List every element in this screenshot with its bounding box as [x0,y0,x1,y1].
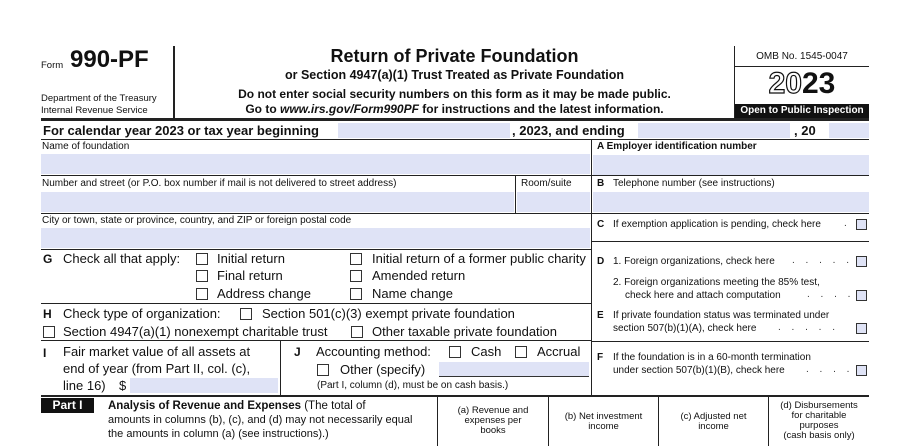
tax-year-outline: 20 [768,67,802,100]
other-method-label: Other (specify) [340,362,426,377]
rule [41,175,591,176]
address-change-checkbox[interactable] [196,288,208,300]
ssn-notice: Do not enter social security numbers on this form as it may be made public. [238,87,671,101]
tax-year-end-input[interactable] [638,123,790,138]
part1-top-rule [41,395,869,397]
col-a-header: (a) Revenue and expenses per books [457,405,529,436]
other-taxable-label: Other taxable private foundation [372,324,558,339]
h-letter: H [43,307,52,321]
tax-year-bold: 23 [802,67,836,100]
rule [41,340,591,341]
rule [592,241,869,242]
j-label: Accounting method: [316,344,431,359]
rule [592,175,869,176]
dept-line2: Internal Revenue Service [41,105,148,116]
501c3-label: Section 501(c)(3) exempt private foundation [262,306,515,321]
foreign-85-checkbox[interactable] [856,290,867,301]
form-subtitle: or Section 4947(a)(1) Trust Treated as Private Foundation [285,68,624,82]
h-label: Check type of organization: [63,306,221,321]
rule [41,303,591,304]
4947-trust-checkbox[interactable] [43,326,55,338]
name-label: Name of foundation [42,141,130,152]
c-letter: C [597,219,605,230]
col-b-header: (b) Net investment income [564,411,643,432]
rule [592,341,869,342]
phone-label: Telephone number (see instructions) [613,178,775,189]
terminated-a-checkbox[interactable] [856,323,867,334]
col-d-header: (d) Disbursements for charitable purposes (cash basis only) [780,400,858,441]
rule [41,213,591,214]
part1-title: Analysis of Revenue and Expenses [108,400,302,412]
tax-year [735,67,869,101]
cash-basis-note: (Part I, column (d), must be on cash basis.) [317,380,509,391]
accrual-label: Accrual [537,344,581,359]
amended-return-label: Amended return [372,268,466,283]
d-letter: D [597,256,605,267]
form-page: Form 990-PF Department of the Treasury Internal Revenue Service Return of Private Foundation or Section 4947(a)(1) Trust Treated as Private Foundation Do not enter social security numbers on this form as it may be made public. Go to www.irs.gov/Form990PF for instructions and the latest information. OMB No. 1545-0047 2023 Open to Public Inspection For calendar year 2023 or tax year beginning , 2023, and ending , 20 Name of foundation Number and street (or P.O. box number if mail is not delivered to street address) Room/suite City or town, state or province, country, and ZIP or foreign postal code A Employer identification number B Telephone number (see instructions) C If exemption application is pending, check here . D 1. Foreign organizations, check here . . . . . 2. Foreign organizations meeting the 85% test, check here and attach computation . . . . E If private foundation status was terminated under section 507(b)(1)(A), check here . . . . . F If the foundation is in a 60-month termination under section 507(b)(1)(B), check here . . . . G Check all that apply: Initial return Initial return of a former public charity Final return Amended return Address change Name change H Check type of organization: Section 501(c)(3) exempt private foundation Section 4947(a)(1) nonexempt charitable trust Other taxable private foundation I Fair market value of all assets at end of year (from Part II, col. (c), line 16) $ J Accounting method: Cash Accrual Other (specify) (Part I, column (d), must be on cash basis.) Part I Analysis of Revenue and Expenses (The total of amounts in columns (b), (c), and (d) may not necessarily equal the amounts in column (a) (see instructions).) (a) Revenue and expenses per books (b) Net investment income (c) Adjusted net income (d) Disbursements for charitable purposes (cash basis only) [0,0,909,446]
tax-year-begin-input[interactable] [338,123,510,138]
initial-return-checkbox[interactable] [196,253,208,265]
foreign-org-label: 1. Foreign organizations, check here [613,256,775,267]
rule [592,213,869,214]
termination-b-checkbox[interactable] [856,365,867,376]
terminated-a-label-2: section 507(b)(1)(A), check here [613,323,757,334]
terminated-a-label-1: If private foundation status was terminated under [613,310,830,321]
omb-number: OMB No. 1545-0047 [756,51,848,62]
rule [41,249,591,250]
column-divider [591,139,592,395]
exemption-pending-checkbox[interactable] [856,219,867,230]
name-change-label: Name change [372,286,453,301]
final-return-checkbox[interactable] [196,270,208,282]
address-change-label: Address change [217,286,311,301]
b-letter: B [597,178,605,189]
room-divider [515,176,516,213]
calendar-mid: , 2023, and ending [512,123,625,138]
form-number: 990-PF [70,46,149,73]
foreign-85-label-1: 2. Foreign organizations meeting the 85% test, [613,277,820,288]
room-label: Room/suite [521,178,572,189]
termination-b-label-2: under section 507(b)(1)(B), check here [613,365,785,376]
cash-label: Cash [471,344,502,359]
initial-return-former-charity-label: Initial return of a former public charity [372,251,586,266]
ein-label: A Employer identification number [597,141,757,152]
g-label: Check all that apply: [63,251,181,266]
tax-year-end-year-input[interactable] [829,123,869,138]
ij-divider [280,341,281,395]
part1-desc2: amounts in columns (b), (c), and (d) may not necessarily equal [108,414,413,426]
cash-checkbox[interactable] [449,346,461,358]
termination-b-label-1: If the foundation is in a 60-month termination [613,352,811,363]
f-letter: F [597,352,604,363]
phone-input[interactable] [593,192,869,212]
rule [41,139,869,140]
name-change-checkbox[interactable] [350,288,362,300]
i-line1: Fair market value of all assets at [63,344,251,359]
irs-link[interactable]: www.irs.gov/Form990PF [280,102,419,116]
i-letter: I [43,346,47,360]
j-letter: J [294,345,301,359]
header-bottom-rule [41,118,869,121]
room-suite-input[interactable] [517,192,590,212]
other-method-input[interactable] [439,362,589,376]
i-line3: line 16) [63,378,106,393]
foreign-org-checkbox[interactable] [856,256,867,267]
street-input[interactable] [41,192,514,212]
initial-return-label: Initial return [217,251,285,266]
calendar-label: For calendar year 2023 or tax year beginning [43,123,320,138]
foreign-85-label-2: check here and attach computation [625,290,781,301]
dept-line1: Department of the Treasury [41,93,157,104]
dollar-sign: $ [119,378,127,393]
exemption-pending-label: If exemption application is pending, check here [613,219,821,230]
501c3-checkbox[interactable] [240,308,252,320]
other-taxable-checkbox[interactable] [351,326,363,338]
street-label: Number and street (or P.O. box number if mail is not delivered to street address) [42,178,397,189]
other-method-checkbox[interactable] [317,364,329,376]
other-method-underline [439,376,589,377]
open-public-badge: Open to Public Inspection [735,104,869,118]
g-letter: G [43,252,53,266]
fair-market-value-input[interactable] [130,378,278,393]
4947-trust-label: Section 4947(a)(1) nonexempt charitable trust [63,324,328,339]
form-title: Return of Private Foundation [330,46,579,66]
city-label: City or town, state or province, country, and ZIP or foreign postal code [42,215,352,226]
e-letter: E [597,310,604,321]
final-return-label: Final return [217,268,283,283]
part1-badge: Part I [41,398,94,413]
foundation-name-input[interactable] [41,154,590,174]
calendar-end: , 20 [794,123,816,138]
amended-return-checkbox[interactable] [350,270,362,282]
accrual-checkbox[interactable] [515,346,527,358]
i-line2: end of year (from Part II, col. (c), [63,361,251,376]
form-prefix: Form [41,60,64,71]
ein-input[interactable] [593,155,869,175]
part1-desc3: the amounts in column (a) (see instructions).) [108,428,329,440]
col-c-header: (c) Adjusted net income [680,411,747,432]
instructions-notice: Go to www.irs.gov/Form990PF for instructions and the latest information. [245,102,664,116]
part1-title-line: Analysis of Revenue and Expenses (The total of [108,400,366,412]
initial-return-former-charity-checkbox[interactable] [350,253,362,265]
city-input[interactable] [41,228,590,248]
